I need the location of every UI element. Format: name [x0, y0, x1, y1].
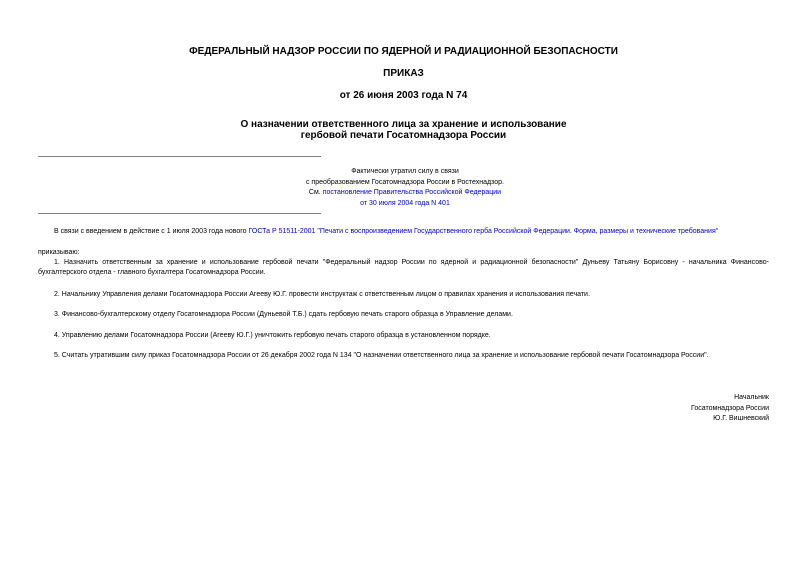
government-decree-date-link[interactable]: от 30 июля 2004 года N 401 [360, 199, 450, 207]
order-item-2: 2. Начальнику Управления делами Госатомнадзора России Агееву Ю.Г. провести инструктаж с ответственным лицом о правилах хранения и использования печати. [54, 291, 590, 298]
document-title-line-1: О назначении ответственного лица за хранение и использование [240, 119, 567, 130]
status-note-line-2: с преобразованием Госатомнадзора России в Ростехнадзор. [305, 178, 504, 186]
status-note-line-3 [280, 188, 530, 199]
signature-name: Ю.Г. Вишневский [713, 415, 769, 422]
intro-text: В связи с введением в действие с 1 июля 2003 года нового [54, 228, 249, 235]
signature-block [691, 393, 769, 425]
intro-paragraph [38, 227, 769, 237]
document-date-number: от 26 июня 2003 года N 74 [339, 90, 468, 101]
status-note [280, 167, 530, 209]
status-note-bottom-rule [38, 213, 321, 214]
gost-link[interactable]: ГОСТа Р 51511-2001 "Печати с воспроизведением Государственного герба Российской Федерации. Форма, размеры и технические требования" [248, 228, 719, 235]
order-item-1: 1. Назначить ответственным за хранение и использование гербовой печати "Федеральный надзор России по ядерной и радиационной безопасности" Дуньеву Татьяну Борисовну - начальника Финансово-бухгалтерского отдела - главного бухгалтера Госатомнадзора России. [38, 259, 769, 276]
government-decree-link[interactable]: постановление Правительства Российской Федерации [322, 189, 502, 196]
order-word: приказываю: [38, 249, 80, 256]
agency-heading: ФЕДЕРАЛЬНЫЙ НАДЗОР РОССИИ ПО ЯДЕРНОЙ И РАДИАЦИОННОЙ БЕЗОПАСНОСТИ [189, 46, 618, 57]
document-title-line-2: гербовой печати Госатомнадзора России [300, 130, 507, 141]
signature-position-line-2: Госатомнадзора России [691, 404, 769, 412]
status-note-top-rule [38, 156, 321, 157]
signature-position-line-1: Начальник [734, 394, 769, 401]
order-item-5: 5. Считать утратившим силу приказ Госатомнадзора России от 26 декабря 2002 года N 134 "О назначении ответственного лица за хранение и использование гербовой печати Госатомнадзора России". [54, 352, 709, 359]
document-type: ПРИКАЗ [383, 68, 424, 79]
status-note-see: См. [308, 189, 323, 196]
order-item-4: 4. Управлению делами Госатомнадзора России (Агееву Ю.Г.) уничтожить гербовую печать старого образца в установленном порядке. [54, 332, 491, 339]
order-item-3: 3. Финансово-бухгалтерскому отделу Госатомнадзора России (Дуньевой Т.Б.) сдать гербовую печать старого образца в Управление делами. [54, 311, 513, 318]
status-note-line-1: Фактически утратил силу в связи [351, 168, 459, 175]
